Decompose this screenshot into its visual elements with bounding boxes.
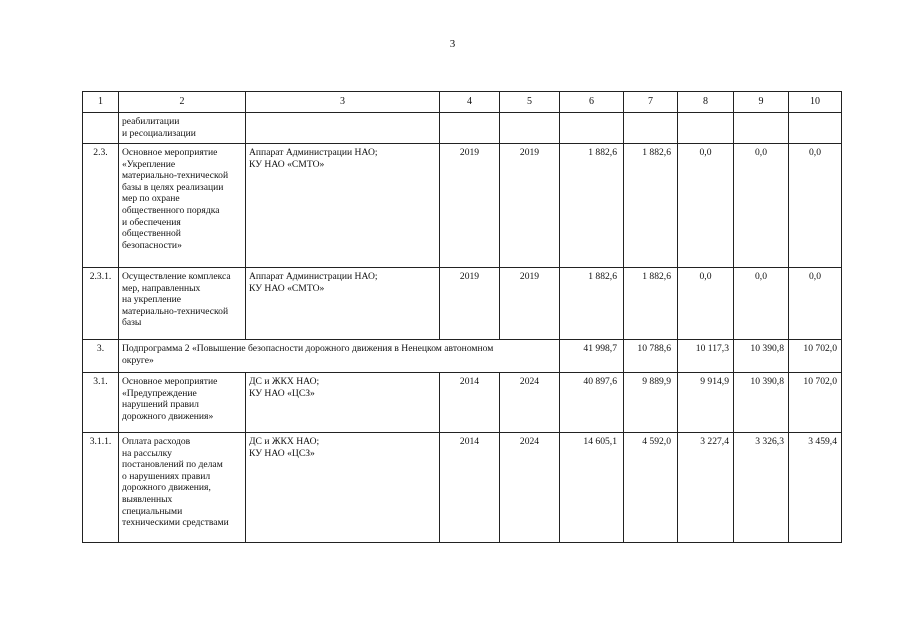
row-executor: ДС и ЖКХ НАО; КУ НАО «ЦСЗ» [246,373,440,433]
row-number: 3.1. [83,373,119,433]
row-col7: 9 889,9 [624,373,678,433]
row-executor [246,113,440,144]
header-cell-8: 8 [678,92,734,113]
row-number: 3. [83,340,119,373]
row-end-year: 2024 [500,433,560,543]
row-name: Осуществление комплекса мер, направленных на укрепление материально-технической базы [119,268,246,340]
row-executor: ДС и ЖКХ НАО; КУ НАО «ЦСЗ» [246,433,440,543]
row-col10: 0,0 [789,268,842,340]
row-number: 2.3.1. [83,268,119,340]
table-row [83,144,842,268]
header-cell-9: 9 [734,92,789,113]
header-cell-5: 5 [500,92,560,113]
row-col10: 10 702,0 [789,373,842,433]
header-cell-7: 7 [624,92,678,113]
row-start-year: 2019 [440,144,500,268]
table-row [83,433,842,543]
row-col7 [624,113,678,144]
row-name: реабилитации и ресоциализации [119,113,246,144]
row-col10 [789,113,842,144]
row-end-year: 2019 [500,268,560,340]
row-col8: 0,0 [678,144,734,268]
row-col9: 0,0 [734,268,789,340]
row-number: 3.1.1. [83,433,119,543]
row-col9: 0,0 [734,144,789,268]
row-col9: 10 390,8 [734,373,789,433]
row-number [83,113,119,144]
header-cell-3: 3 [246,92,440,113]
row-col6: 41 998,7 [560,340,624,373]
row-end-year [500,113,560,144]
row-col6: 1 882,6 [560,268,624,340]
row-col9 [734,113,789,144]
row-col8 [678,113,734,144]
header-cell-4: 4 [440,92,500,113]
header-cell-2: 2 [119,92,246,113]
row-start-year [440,113,500,144]
row-end-year: 2024 [500,373,560,433]
row-start-year: 2014 [440,373,500,433]
row-start-year: 2019 [440,268,500,340]
table-row [83,113,842,144]
row-col7: 1 882,6 [624,144,678,268]
row-col6 [560,113,624,144]
row-executor: Аппарат Администрации НАО; КУ НАО «СМТО» [246,268,440,340]
row-executor: Аппарат Администрации НАО; КУ НАО «СМТО» [246,144,440,268]
row-col6: 1 882,6 [560,144,624,268]
row-col8: 10 117,3 [678,340,734,373]
header-cell-6: 6 [560,92,624,113]
row-col10: 10 702,0 [789,340,842,373]
row-col9: 3 326,3 [734,433,789,543]
row-start-year: 2014 [440,433,500,543]
row-col7: 1 882,6 [624,268,678,340]
row-col6: 14 605,1 [560,433,624,543]
row-col6: 40 897,6 [560,373,624,433]
row-col8: 3 227,4 [678,433,734,543]
row-number: 2.3. [83,144,119,268]
row-col9: 10 390,8 [734,340,789,373]
row-name: Основное мероприятие «Укрепление материально-технической базы в целях реализации мер по охране общественного порядка и обеспечения общественной безопасности» [119,144,246,268]
row-col10: 0,0 [789,144,842,268]
row-col7: 4 592,0 [624,433,678,543]
row-col8: 9 914,9 [678,373,734,433]
header-cell-1: 1 [83,92,119,113]
row-end-year: 2019 [500,144,560,268]
row-name: Оплата расходов на рассылку постановлений по делам о нарушениях правил дорожного движения, выявленных специальными техническими средствами [119,433,246,543]
row-col7: 10 788,6 [624,340,678,373]
header-row [83,92,842,113]
row-name: Подпрограмма 2 «Повышение безопасности дорожного движения в Ненецком автономном округе» [119,340,560,373]
table-row [83,340,842,373]
program-table [82,91,842,543]
table-row [83,268,842,340]
row-name: Основное мероприятие «Предупреждение нарушений правил дорожного движения» [119,373,246,433]
row-col8: 0,0 [678,268,734,340]
row-col10: 3 459,4 [789,433,842,543]
header-cell-10: 10 [789,92,842,113]
page-number: 3 [449,38,456,50]
table-row [83,373,842,433]
